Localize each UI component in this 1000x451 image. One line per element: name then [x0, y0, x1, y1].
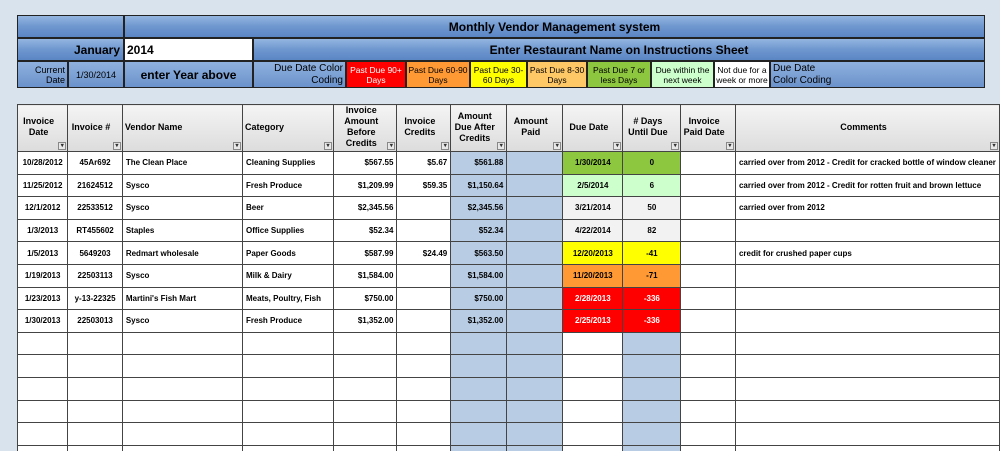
filter-dropdown-icon[interactable]: ▾ — [990, 142, 998, 150]
amount-paid-cell[interactable] — [507, 400, 563, 423]
amount-due-cell[interactable]: $1,150.64 — [451, 174, 507, 197]
invoice-paid-date-cell[interactable] — [681, 197, 736, 220]
category-cell[interactable]: Office Supplies — [243, 219, 334, 242]
invoice-date-cell[interactable]: 12/1/2012 — [18, 197, 68, 220]
col-comments-label: Comments — [840, 121, 887, 132]
vendor-name-cell[interactable]: Sysco — [122, 197, 242, 220]
legend-past-due-30-60: Past Due 30-60 Days — [470, 61, 527, 88]
days-until-due-cell[interactable]: -336 — [623, 310, 681, 333]
invoice-date-cell[interactable] — [18, 423, 68, 446]
amount-due-cell[interactable]: $1,352.00 — [451, 310, 507, 333]
invoice-number-cell[interactable]: y-13-22325 — [68, 287, 123, 310]
col-invoice-paid-date-header — [681, 105, 736, 152]
due-date-cell[interactable]: 4/22/2014 — [563, 219, 623, 242]
amount-due-cell[interactable] — [451, 377, 507, 400]
due-date-cell[interactable] — [563, 355, 623, 378]
invoice-date-cell[interactable] — [18, 377, 68, 400]
category-cell[interactable]: Fresh Produce — [243, 310, 334, 333]
due-date-coding-label — [253, 61, 346, 88]
due-date-cell[interactable]: 1/30/2014 — [563, 152, 623, 175]
col-amount-due-label: Amount Due After Credits — [454, 110, 495, 143]
days-until-due-cell[interactable] — [623, 423, 681, 446]
col-days-until-due-header — [623, 105, 681, 152]
amount-paid-cell[interactable] — [507, 423, 563, 446]
due-date-coding-right-text: Due Date Color Coding — [773, 62, 832, 86]
month-label: January — [73, 42, 120, 57]
amount-paid-cell[interactable] — [507, 287, 563, 310]
due-date-cell[interactable] — [563, 400, 623, 423]
table-row — [18, 152, 1000, 175]
due-date-cell[interactable] — [563, 332, 623, 355]
days-until-due-cell[interactable] — [623, 400, 681, 423]
invoice-paid-date-cell[interactable] — [681, 377, 736, 400]
filter-dropdown-icon[interactable]: ▾ — [726, 142, 734, 150]
legend-past-due-8-30: Past Due 8-30 Days — [527, 61, 587, 88]
current-date-value: 1/30/2014 — [68, 61, 124, 88]
comments-cell[interactable]: carried over from 2012 - Credit for cracked bottle of window cleaner — [735, 152, 999, 175]
col-due-date-label: Due Date — [569, 121, 609, 132]
amount-due-cell[interactable] — [451, 423, 507, 446]
invoice-number-cell[interactable] — [68, 445, 123, 451]
legend-past-due-60-90: Past Due 60-90 Days — [406, 61, 470, 88]
amount-paid-cell[interactable] — [507, 197, 563, 220]
vendor-name-cell[interactable] — [122, 377, 242, 400]
days-until-due-cell[interactable]: -71 — [623, 264, 681, 287]
comments-cell[interactable]: carried over from 2012 — [735, 197, 999, 220]
amount-paid-cell[interactable] — [507, 242, 563, 265]
category-cell[interactable] — [243, 400, 334, 423]
invoice-amount-cell[interactable] — [334, 377, 397, 400]
vendor-name-cell[interactable]: Staples — [122, 219, 242, 242]
invoice-paid-date-cell[interactable] — [681, 264, 736, 287]
amount-paid-cell[interactable] — [507, 310, 563, 333]
filter-dropdown-icon[interactable]: ▾ — [58, 142, 66, 150]
col-invoice-date-header — [18, 105, 68, 152]
table-row — [18, 197, 1000, 220]
category-cell[interactable] — [243, 377, 334, 400]
comments-cell[interactable] — [735, 423, 999, 446]
due-date-cell[interactable]: 2/25/2013 — [563, 310, 623, 333]
filter-dropdown-icon[interactable]: ▾ — [387, 142, 395, 150]
col-vendor-name-header — [122, 105, 242, 152]
category-cell[interactable] — [243, 332, 334, 355]
due-date-cell[interactable]: 11/20/2013 — [563, 264, 623, 287]
invoice-number-cell[interactable] — [68, 332, 123, 355]
vendor-name-cell[interactable]: The Clean Place — [122, 152, 242, 175]
empty-table-row — [18, 355, 1000, 378]
amount-due-cell[interactable]: $2,345.56 — [451, 197, 507, 220]
vendor-name-cell[interactable] — [122, 445, 242, 451]
invoice-paid-date-cell[interactable] — [681, 152, 736, 175]
due-date-coding-label-text: Due Date Color Coding — [274, 62, 343, 86]
vendor-name-cell[interactable]: Sysco — [122, 264, 242, 287]
vendor-name-cell[interactable] — [122, 400, 242, 423]
restaurant-name-prompt: Enter Restaurant Name on Instructions Sheet — [253, 38, 985, 61]
invoice-credits-cell[interactable] — [397, 355, 451, 378]
due-date-cell[interactable] — [563, 423, 623, 446]
invoice-amount-cell[interactable]: $2,345.56 — [334, 197, 397, 220]
current-date-label-text: Current Date — [34, 64, 65, 85]
invoice-number-cell[interactable] — [68, 400, 123, 423]
category-cell[interactable]: Meats, Poultry, Fish — [243, 287, 334, 310]
amount-due-cell[interactable]: $563.50 — [451, 242, 507, 265]
invoice-credits-cell[interactable] — [397, 332, 451, 355]
col-amount-due-header — [451, 105, 507, 152]
empty-table-row — [18, 400, 1000, 423]
vendor-name-cell[interactable]: Martini's Fish Mart — [122, 287, 242, 310]
col-category-label: Category — [245, 121, 285, 132]
comments-cell[interactable] — [735, 310, 999, 333]
invoice-credits-cell[interactable] — [397, 377, 451, 400]
days-until-due-cell[interactable]: 0 — [623, 152, 681, 175]
invoice-credits-cell[interactable] — [397, 264, 451, 287]
comments-cell[interactable] — [735, 287, 999, 310]
legend-not-due: Not due for a week or more — [714, 61, 770, 88]
category-cell[interactable]: Fresh Produce — [243, 174, 334, 197]
table-row — [18, 219, 1000, 242]
invoice-paid-date-cell[interactable] — [681, 423, 736, 446]
invoice-amount-cell[interactable] — [334, 400, 397, 423]
col-invoice-number-header — [68, 105, 123, 152]
table-row — [18, 310, 1000, 333]
due-date-cell[interactable] — [563, 445, 623, 451]
comments-cell[interactable] — [735, 400, 999, 423]
col-comments-header — [735, 105, 999, 152]
comments-cell[interactable] — [735, 219, 999, 242]
invoice-paid-date-cell[interactable] — [681, 400, 736, 423]
col-days-until-due-label: # Days Until Due — [628, 116, 668, 137]
category-cell[interactable]: Cleaning Supplies — [243, 152, 334, 175]
invoice-number-cell[interactable] — [68, 423, 123, 446]
empty-table-row — [18, 445, 1000, 451]
invoice-date-cell[interactable]: 1/30/2013 — [18, 310, 68, 333]
amount-paid-cell[interactable] — [507, 174, 563, 197]
category-cell[interactable]: Paper Goods — [243, 242, 334, 265]
col-due-date-header — [563, 105, 623, 152]
amount-paid-cell[interactable] — [507, 445, 563, 451]
invoice-date-cell[interactable]: 10/28/2012 — [18, 152, 68, 175]
legend-due-next-week: Due within the next week — [651, 61, 714, 88]
col-invoice-credits-label: Invoice Credits — [404, 116, 436, 137]
filter-dropdown-icon[interactable]: ▾ — [671, 142, 679, 150]
invoice-date-cell[interactable] — [18, 445, 68, 451]
vendor-name-cell[interactable] — [122, 355, 242, 378]
amount-paid-cell[interactable] — [507, 377, 563, 400]
invoice-amount-cell[interactable]: $1,209.99 — [334, 174, 397, 197]
due-date-cell[interactable]: 2/28/2013 — [563, 287, 623, 310]
invoice-amount-cell[interactable]: $750.00 — [334, 287, 397, 310]
invoice-amount-cell[interactable]: $1,584.00 — [334, 264, 397, 287]
invoice-number-cell[interactable]: 45Ar692 — [68, 152, 123, 175]
invoice-amount-cell[interactable] — [334, 423, 397, 446]
amount-paid-cell[interactable] — [507, 332, 563, 355]
comments-cell[interactable] — [735, 332, 999, 355]
vendor-name-cell[interactable] — [122, 332, 242, 355]
amount-paid-cell[interactable] — [507, 355, 563, 378]
vendor-name-cell[interactable]: Sysco — [122, 174, 242, 197]
invoice-amount-cell[interactable]: $567.55 — [334, 152, 397, 175]
invoice-credits-cell[interactable]: $5.67 — [397, 152, 451, 175]
invoice-date-cell[interactable] — [18, 332, 68, 355]
due-date-cell[interactable]: 12/20/2013 — [563, 242, 623, 265]
amount-due-cell[interactable] — [451, 400, 507, 423]
table-row — [18, 287, 1000, 310]
col-invoice-date-label: Invoice Date — [23, 116, 55, 137]
legend-past-due-90: Past Due 90+ Days — [346, 61, 406, 88]
invoice-number-cell[interactable]: 5649203 — [68, 242, 123, 265]
col-invoice-paid-date-label: Invoice Paid Date — [683, 116, 725, 137]
invoice-paid-date-cell[interactable] — [681, 332, 736, 355]
amount-paid-cell[interactable] — [507, 152, 563, 175]
invoice-table — [17, 104, 1000, 451]
amount-due-cell[interactable]: $1,584.00 — [451, 264, 507, 287]
invoice-credits-cell[interactable] — [397, 310, 451, 333]
days-until-due-cell[interactable]: -41 — [623, 242, 681, 265]
year-input[interactable]: 2014 — [124, 38, 253, 61]
invoice-number-cell[interactable]: 21624512 — [68, 174, 123, 197]
invoice-paid-date-cell[interactable] — [681, 242, 736, 265]
empty-table-row — [18, 377, 1000, 400]
amount-paid-cell[interactable] — [507, 219, 563, 242]
filter-dropdown-icon[interactable]: ▾ — [497, 142, 505, 150]
invoice-amount-cell[interactable] — [334, 332, 397, 355]
amount-due-cell[interactable] — [451, 445, 507, 451]
year-hint: enter Year above — [124, 61, 253, 88]
invoice-amount-cell[interactable]: $52.34 — [334, 219, 397, 242]
category-cell[interactable] — [243, 423, 334, 446]
comments-cell[interactable] — [735, 377, 999, 400]
comments-cell[interactable] — [735, 355, 999, 378]
invoice-date-cell[interactable] — [18, 400, 68, 423]
days-until-due-cell[interactable] — [623, 377, 681, 400]
col-invoice-credits-header — [397, 105, 451, 152]
invoice-paid-date-cell[interactable] — [681, 287, 736, 310]
invoice-paid-date-cell[interactable] — [681, 174, 736, 197]
table-row — [18, 264, 1000, 287]
col-invoice-amount-label: Invoice Amount Before Credits — [344, 105, 379, 148]
col-amount-paid-header — [507, 105, 563, 152]
invoice-number-cell[interactable]: RT455602 — [68, 219, 123, 242]
filter-dropdown-icon[interactable]: ▾ — [113, 142, 121, 150]
table-row — [18, 242, 1000, 265]
days-until-due-cell[interactable]: 82 — [623, 219, 681, 242]
vendor-name-cell[interactable]: Sysco — [122, 310, 242, 333]
comments-cell[interactable] — [735, 445, 999, 451]
filter-dropdown-icon[interactable]: ▾ — [553, 142, 561, 150]
filter-dropdown-icon[interactable]: ▾ — [441, 142, 449, 150]
days-until-due-cell[interactable] — [623, 332, 681, 355]
days-until-due-cell[interactable]: 50 — [623, 197, 681, 220]
invoice-credits-cell[interactable] — [397, 219, 451, 242]
col-invoice-amount-header — [334, 105, 397, 152]
comments-cell[interactable]: credit for crushed paper cups — [735, 242, 999, 265]
filter-dropdown-icon[interactable]: ▾ — [233, 142, 241, 150]
empty-table-row — [18, 423, 1000, 446]
invoice-number-cell[interactable]: 22503013 — [68, 310, 123, 333]
due-date-cell[interactable]: 2/5/2014 — [563, 174, 623, 197]
days-until-due-cell[interactable]: 6 — [623, 174, 681, 197]
comments-cell[interactable] — [735, 264, 999, 287]
banner-left-spacer — [17, 15, 124, 38]
invoice-amount-cell[interactable]: $1,352.00 — [334, 310, 397, 333]
amount-due-cell[interactable]: $750.00 — [451, 287, 507, 310]
days-until-due-cell[interactable]: -336 — [623, 287, 681, 310]
page-title: Monthly Vendor Management system — [124, 15, 985, 38]
invoice-amount-cell[interactable] — [334, 445, 397, 451]
invoice-date-cell[interactable]: 1/23/2013 — [18, 287, 68, 310]
days-until-due-cell[interactable] — [623, 445, 681, 451]
legend-past-due-7: Past Due 7 or less Days — [587, 61, 651, 88]
invoice-credits-cell[interactable] — [397, 197, 451, 220]
invoice-paid-date-cell[interactable] — [681, 355, 736, 378]
invoice-credits-cell[interactable] — [397, 400, 451, 423]
invoice-date-cell[interactable] — [18, 355, 68, 378]
amount-due-cell[interactable] — [451, 355, 507, 378]
invoice-amount-cell[interactable]: $587.99 — [334, 242, 397, 265]
invoice-paid-date-cell[interactable] — [681, 445, 736, 451]
due-date-coding-label-right — [770, 61, 985, 88]
table-header-row — [18, 105, 1000, 152]
due-date-cell[interactable]: 3/21/2014 — [563, 197, 623, 220]
invoice-credits-cell[interactable]: $24.49 — [397, 242, 451, 265]
category-cell[interactable] — [243, 445, 334, 451]
month-cell[interactable] — [17, 38, 124, 61]
invoice-paid-date-cell[interactable] — [681, 219, 736, 242]
invoice-date-cell[interactable]: 1/5/2013 — [18, 242, 68, 265]
amount-due-cell[interactable]: $52.34 — [451, 219, 507, 242]
invoice-credits-cell[interactable] — [397, 287, 451, 310]
invoice-paid-date-cell[interactable] — [681, 310, 736, 333]
filter-dropdown-icon[interactable]: ▾ — [324, 142, 332, 150]
invoice-credits-cell[interactable] — [397, 445, 451, 451]
vendor-name-cell[interactable]: Redmart wholesale — [122, 242, 242, 265]
invoice-number-cell[interactable]: 22533512 — [68, 197, 123, 220]
col-amount-paid-label: Amount Paid — [513, 116, 548, 137]
invoice-credits-cell[interactable] — [397, 423, 451, 446]
table-row — [18, 174, 1000, 197]
amount-due-cell[interactable] — [451, 332, 507, 355]
due-date-cell[interactable] — [563, 377, 623, 400]
amount-due-cell[interactable]: $561.88 — [451, 152, 507, 175]
amount-paid-cell[interactable] — [507, 264, 563, 287]
empty-table-row — [18, 332, 1000, 355]
current-date-label — [17, 61, 68, 88]
invoice-date-cell[interactable]: 1/19/2013 — [18, 264, 68, 287]
category-cell[interactable]: Beer — [243, 197, 334, 220]
invoice-amount-cell[interactable] — [334, 355, 397, 378]
invoice-date-cell[interactable]: 1/3/2013 — [18, 219, 68, 242]
invoice-date-cell[interactable]: 11/25/2012 — [18, 174, 68, 197]
invoice-number-cell[interactable] — [68, 377, 123, 400]
invoice-number-cell[interactable] — [68, 355, 123, 378]
invoice-number-cell[interactable]: 22503113 — [68, 264, 123, 287]
category-cell[interactable] — [243, 355, 334, 378]
col-vendor-name-label: Vendor Name — [124, 121, 183, 132]
invoice-credits-cell[interactable]: $59.35 — [397, 174, 451, 197]
days-until-due-cell[interactable] — [623, 355, 681, 378]
vendor-name-cell[interactable] — [122, 423, 242, 446]
col-invoice-number-label: Invoice # — [71, 121, 111, 132]
comments-cell[interactable]: carried over from 2012 - Credit for rotten fruit and brown lettuce — [735, 174, 999, 197]
col-category-header — [243, 105, 334, 152]
filter-dropdown-icon[interactable]: ▾ — [613, 142, 621, 150]
category-cell[interactable]: Milk & Dairy — [243, 264, 334, 287]
